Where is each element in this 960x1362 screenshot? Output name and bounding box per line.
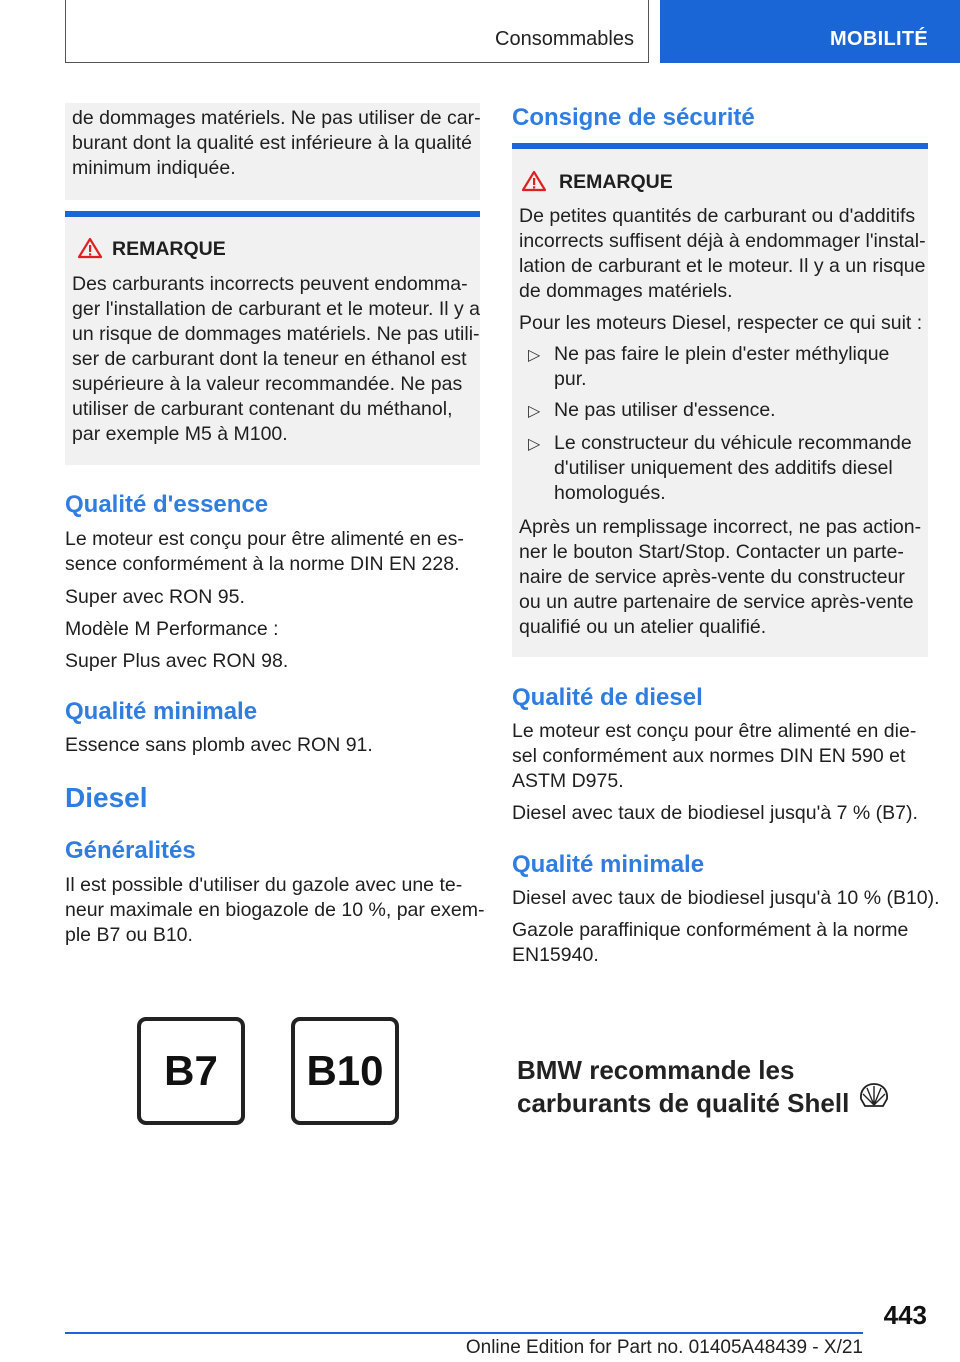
fuel-label-b7: B7: [137, 1017, 245, 1125]
note-line: ser de carburant dont la teneur en éthanol est: [72, 348, 467, 370]
bullet-text-line: pur.: [554, 368, 587, 390]
note-line: ger l'installation de carburant et le moteur. Il y a: [72, 298, 481, 320]
diesel-quality-line: Le moteur est conçu pour être alimenté en die-: [512, 720, 917, 742]
paraffin-text-line: EN15940.: [512, 944, 599, 966]
m-performance-text: Modèle M Performance :: [65, 618, 279, 640]
note-line: par exemple M5 à M100.: [72, 423, 288, 445]
note-line: supérieure à la valeur recommandée. Ne pas: [72, 373, 463, 395]
bullet-triangle-icon: ▷: [528, 347, 541, 364]
shell-recommendation-line: carburants de qualité Shell: [517, 1088, 850, 1118]
header-chapter-label: MOBILITÉ: [830, 28, 928, 50]
heading-min-quality: Qualité minimale: [512, 851, 705, 878]
after-text-line: ou un autre partenaire de service après-vente: [519, 591, 914, 613]
bullet-text-line: Le constructeur du véhicule recommande: [554, 432, 912, 454]
diesel-quality-line: sel conformément aux normes DIN EN 590 et: [512, 745, 906, 767]
bullet-text-line: homologués.: [554, 482, 666, 504]
biodiesel-text: Diesel avec taux de biodiesel jusqu'à 7 % (B7).: [512, 802, 918, 824]
bullet-text-line: Ne pas utiliser d'essence.: [554, 399, 776, 421]
min-b10-text: Diesel avec taux de biodiesel jusqu'à 10 % (B10).: [512, 887, 940, 909]
shell-logo-icon: [858, 1081, 890, 1111]
continued-note-line: de dommages matériels. Ne pas utiliser de car-: [72, 107, 481, 129]
paraffin-text-line: Gazole paraffinique conformément à la norme: [512, 919, 909, 941]
note-line: lation de carburant et le moteur. Il y a un risque: [519, 255, 926, 277]
heading-safety: Consigne de sécurité: [512, 104, 755, 131]
warning-triangle-icon: [77, 237, 103, 259]
after-text-line: Après un remplissage incorrect, ne pas action-: [519, 516, 922, 538]
bullet-triangle-icon: ▷: [528, 403, 541, 420]
diesel-quality-line: ASTM D975.: [512, 770, 624, 792]
essence-text-line: sence conformément à la norme DIN EN 228.: [65, 553, 460, 575]
header-chapter-tab[interactable]: [660, 0, 960, 63]
bullet-triangle-icon: ▷: [528, 436, 541, 453]
after-text-line: qualifié ou un atelier qualifié.: [519, 616, 767, 638]
page-number: 443: [883, 1300, 927, 1330]
after-text-line: naire de service après-vente du constructeur: [519, 566, 905, 588]
general-text-line: Il est possible d'utiliser du gazole avec une te-: [65, 874, 463, 896]
heading-general: Généralités: [65, 837, 196, 864]
note-line: incorrects suffisent déjà à endommager l'instal-: [519, 230, 926, 252]
header-section-title: Consommables: [495, 28, 634, 50]
continued-note-line: minimum indiquée.: [72, 157, 236, 179]
after-text-line: ner le bouton Start/Stop. Contacter un parte-: [519, 541, 904, 563]
note-title: REMARQUE: [559, 171, 673, 193]
bullet-text-line: Ne pas faire le plein d'ester méthylique: [554, 343, 890, 365]
header-section-box: [65, 0, 649, 63]
warning-triangle-icon: [521, 170, 547, 192]
note-line: Des carburants incorrects peuvent endomma-: [72, 273, 468, 295]
shell-recommendation-line: BMW recommande les: [517, 1055, 795, 1085]
note-line: utiliser de carburant contenant du méthanol,: [72, 398, 453, 420]
heading-diesel-quality: Qualité de diesel: [512, 684, 703, 711]
super-plus-text: Super Plus avec RON 98.: [65, 650, 289, 672]
note-title: REMARQUE: [112, 238, 226, 260]
heading-min-quality: Qualité minimale: [65, 698, 258, 725]
note-line: un risque de dommages matériels. Ne pas utili-: [72, 323, 480, 345]
heading-diesel: Diesel: [65, 782, 148, 813]
essence-text-line: Le moteur est conçu pour être alimenté en es-: [65, 528, 464, 550]
diesel-intro: Pour les moteurs Diesel, respecter ce qui suit :: [519, 312, 923, 334]
general-text-line: neur maximale en biogazole de 10 %, par exem-: [65, 899, 485, 921]
continued-note-line: burant dont la qualité est inférieure à la qualité: [72, 132, 473, 154]
footer-edition: Online Edition for Part no. 01405A48439 - X/21: [465, 1337, 863, 1358]
heading-essence-quality: Qualité d'essence: [65, 491, 269, 518]
general-text-line: ple B7 ou B10.: [65, 924, 193, 946]
footer-rule: [65, 1332, 863, 1334]
note-line: de dommages matériels.: [519, 280, 733, 302]
fuel-label-b10: B10: [291, 1017, 399, 1125]
bullet-text-line: d'utiliser uniquement des additifs diesel: [554, 457, 893, 479]
note-line: De petites quantités de carburant ou d'additifs: [519, 205, 916, 227]
min-quality-text: Essence sans plomb avec RON 91.: [65, 734, 373, 756]
super-text: Super avec RON 95.: [65, 586, 245, 608]
